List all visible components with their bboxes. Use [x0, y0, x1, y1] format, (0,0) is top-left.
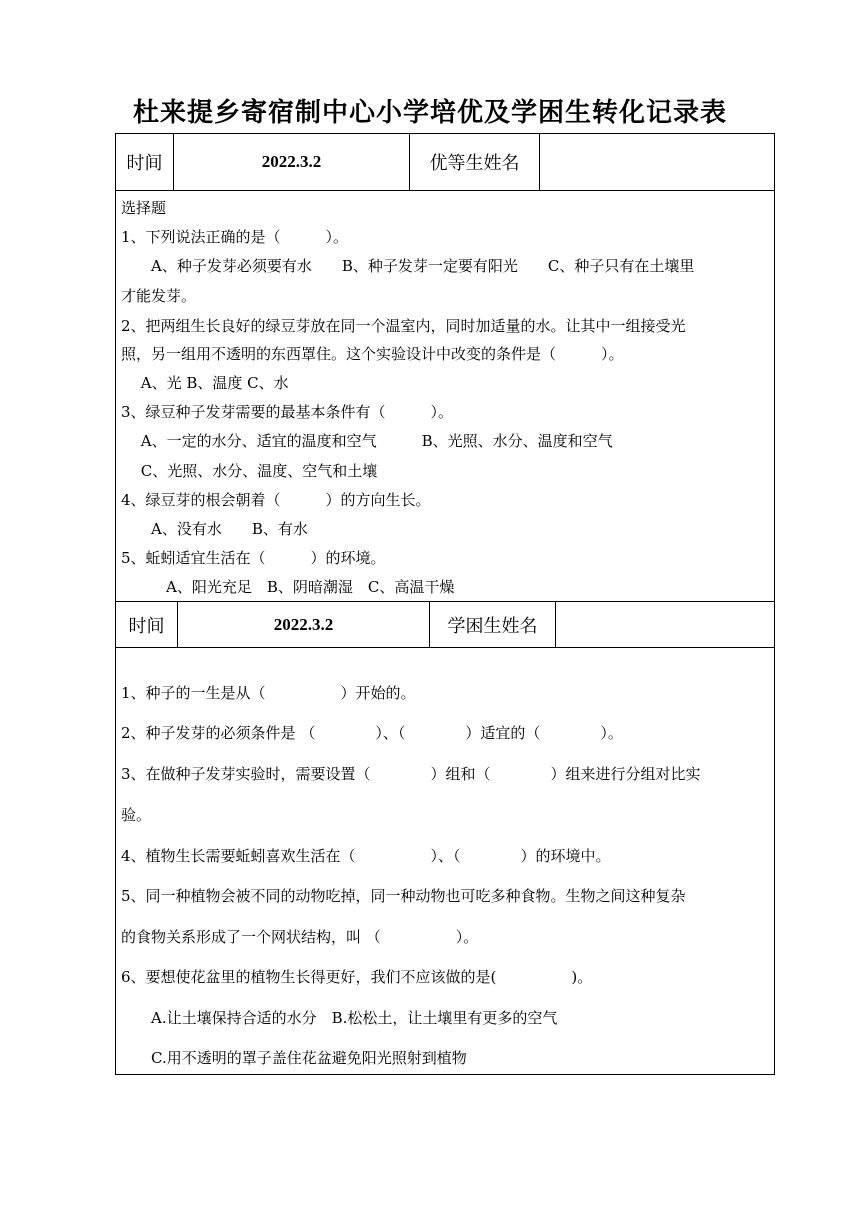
question-line: 4、绿豆芽的根会朝着（ ）的方向生长。	[121, 491, 431, 509]
table-rule	[115, 647, 775, 648]
question-line: A.让土壤保持合适的水分 B.松松土，让土壤里有更多的空气	[121, 1009, 558, 1027]
time-label: 时间	[126, 153, 163, 174]
question-line: A、一定的水分、适宜的温度和空气 B、光照、水分、温度和空气	[121, 432, 613, 450]
question-line: 2、把两组生长良好的绿豆芽放在同一个温室内，同时加适量的水。让其中一组接受光	[121, 317, 686, 335]
table-rule	[115, 190, 775, 191]
struggling-student-name-label: 学困生姓名	[447, 615, 538, 637]
question-line: 照，另一组用不透明的东西罩住。这个实验设计中改变的条件是（ ）。	[121, 345, 624, 363]
question-line: 5、蚯蚓适宜生活在（ ）的环境。	[121, 549, 386, 567]
question-line: C.用不透明的罩子盖住花盆避免阳光照射到植物	[121, 1049, 467, 1067]
record-date: 2022.3.2	[261, 152, 322, 171]
top-student-name-field[interactable]	[540, 134, 774, 190]
struggling-student-name-field[interactable]	[556, 602, 774, 647]
section-heading: 选择题	[121, 199, 167, 217]
top-student-name-label: 优等生姓名	[429, 153, 520, 174]
question-line: 的食物关系形成了一个网状结构，叫 （ ）。	[121, 928, 479, 946]
question-line: C、光照、水分、温度、空气和土壤	[121, 462, 378, 480]
record-date: 2022.3.2	[273, 614, 334, 634]
question-line: A、种子发芽必须要有水 B、种子发芽一定要有阳光 C、种子只有在土壤里	[121, 257, 695, 275]
question-line: 才能发芽。	[121, 287, 197, 305]
question-line: 3、在做种子发芽实验时，需要设置（ ）组和（ ）组来进行分组对比实	[121, 765, 701, 783]
question-line: A、没有水 B、有水	[121, 520, 308, 538]
question-line: 6、要想使花盆里的植物生长得更好，我们不应该做的是( )。	[121, 968, 593, 986]
question-line: 5、同一种植物会被不同的动物吃掉，同一种动物也可吃多种食物。生物之间这种复杂	[121, 887, 686, 905]
question-line: 4、植物生长需要蚯蚓喜欢生活在（ ）、（ ）的环境中。	[121, 847, 611, 865]
question-line: 1、种子的一生是从（ ）开始的。	[121, 684, 416, 702]
question-line: 1、下列说法正确的是（ ）。	[121, 228, 349, 246]
question-line: 验。	[121, 806, 152, 824]
question-line: A、光 B、温度 C、水	[121, 374, 289, 392]
question-line: 3、绿豆种子发芽需要的最基本条件有（ ）。	[121, 403, 454, 421]
page-title: 杜来提乡寄宿制中心小学培优及学困生转化记录表	[132, 98, 727, 128]
time-label: 时间	[128, 615, 165, 637]
question-line: 2、种子发芽的必须条件是 （ ）、（ ）适宜的（ ）。	[121, 724, 623, 742]
question-line: A、阳光充足 B、阴暗潮湿 C、高温干燥	[121, 578, 455, 596]
